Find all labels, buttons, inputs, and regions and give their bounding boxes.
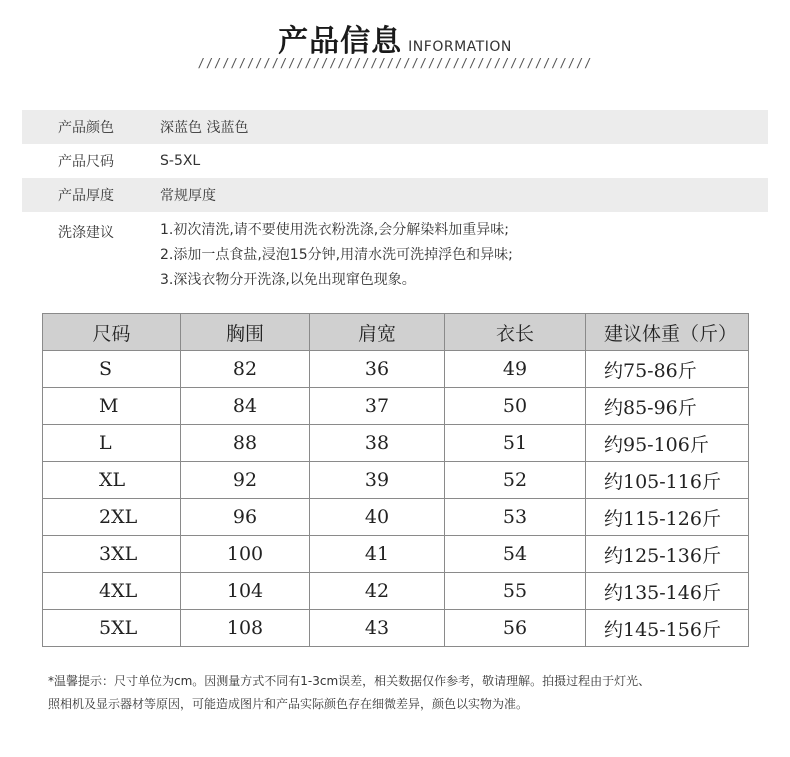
header-shoulder: 肩宽 <box>310 314 445 351</box>
table-row <box>43 425 749 462</box>
table-cell: 约75-86斤 <box>586 351 749 388</box>
table-row <box>43 351 749 388</box>
table-cell: 51 <box>445 425 586 462</box>
table-cell: 约95-106斤 <box>586 425 749 462</box>
table-cell: L <box>43 425 181 462</box>
table-cell: 82 <box>181 351 310 388</box>
size-table-header <box>43 314 749 351</box>
table-cell: 53 <box>445 499 586 536</box>
wash-label: 洗涤建议 <box>58 225 114 241</box>
table-cell: 49 <box>445 351 586 388</box>
table-row <box>43 536 749 573</box>
disclaimer-note <box>48 670 768 716</box>
table-cell: 约125-136斤 <box>586 536 749 573</box>
table-row <box>43 610 749 647</box>
table-cell: 92 <box>181 462 310 499</box>
info-row-thickness <box>22 178 768 212</box>
header-weight: 建议体重（斤） <box>586 314 749 351</box>
table-cell: 约135-146斤 <box>586 573 749 610</box>
info-label: 产品尺码 <box>58 154 114 170</box>
header-chest: 胸围 <box>181 314 310 351</box>
note-line: 照相机及显示器材等原因，可能造成图片和产品实际颜色存在细微差异，颜色以实物为准。 <box>48 697 529 711</box>
wash-advice <box>22 222 768 293</box>
size-table <box>42 313 749 647</box>
table-cell: 104 <box>181 573 310 610</box>
info-label: 产品颜色 <box>58 120 114 136</box>
table-cell: 41 <box>310 536 445 573</box>
page-title: 产品信息 <box>278 24 403 59</box>
table-cell: 2XL <box>43 499 181 536</box>
table-cell: 42 <box>310 573 445 610</box>
table-cell: 约145-156斤 <box>586 610 749 647</box>
info-value: 常规厚度 <box>160 188 216 204</box>
table-row <box>43 573 749 610</box>
page-subtitle: INFORMATION <box>408 39 512 55</box>
table-cell: 56 <box>445 610 586 647</box>
page-header <box>0 16 790 60</box>
table-cell: 55 <box>445 573 586 610</box>
wash-line: 3.深浅衣物分开洗涤,以免出现窜色现象。 <box>160 272 416 288</box>
table-cell: 100 <box>181 536 310 573</box>
table-cell: 37 <box>310 388 445 425</box>
table-cell: 3XL <box>43 536 181 573</box>
table-cell: 约105-116斤 <box>586 462 749 499</box>
info-label: 产品厚度 <box>58 188 114 204</box>
table-cell: S <box>43 351 181 388</box>
table-cell: 约85-96斤 <box>586 388 749 425</box>
info-row-size <box>22 144 768 178</box>
product-info <box>22 110 768 293</box>
table-row <box>43 499 749 536</box>
table-cell: XL <box>43 462 181 499</box>
table-cell: M <box>43 388 181 425</box>
table-row <box>43 388 749 425</box>
table-cell: 96 <box>181 499 310 536</box>
table-cell: 43 <box>310 610 445 647</box>
table-cell: 108 <box>181 610 310 647</box>
table-cell: 54 <box>445 536 586 573</box>
table-cell: 50 <box>445 388 586 425</box>
title-divider: //////////////////////////////////////////////// <box>197 56 593 70</box>
info-value: S-5XL <box>160 153 201 169</box>
table-cell: 52 <box>445 462 586 499</box>
table-cell: 4XL <box>43 573 181 610</box>
table-cell: 84 <box>181 388 310 425</box>
header-length: 衣长 <box>445 314 586 351</box>
table-cell: 39 <box>310 462 445 499</box>
header-size: 尺码 <box>43 314 181 351</box>
table-cell: 40 <box>310 499 445 536</box>
wash-line: 1.初次清洗,请不要使用洗衣粉洗涤,会分解染料加重异味; <box>160 222 509 238</box>
table-cell: 36 <box>310 351 445 388</box>
table-cell: 38 <box>310 425 445 462</box>
info-value: 深蓝色 浅蓝色 <box>160 120 249 136</box>
table-cell: 约115-126斤 <box>586 499 749 536</box>
table-row <box>43 462 749 499</box>
note-line: *温馨提示：尺寸单位为cm。因测量方式不同有1-3cm误差，相关数据仅作参考，敬请理解。拍摄过程由于灯光、 <box>48 674 651 688</box>
table-cell: 88 <box>181 425 310 462</box>
info-row-color <box>22 110 768 144</box>
wash-lines <box>160 218 513 293</box>
table-cell: 5XL <box>43 610 181 647</box>
wash-line: 2.添加一点食盐,浸泡15分钟,用清水洗可洗掉浮色和异味; <box>160 247 513 263</box>
